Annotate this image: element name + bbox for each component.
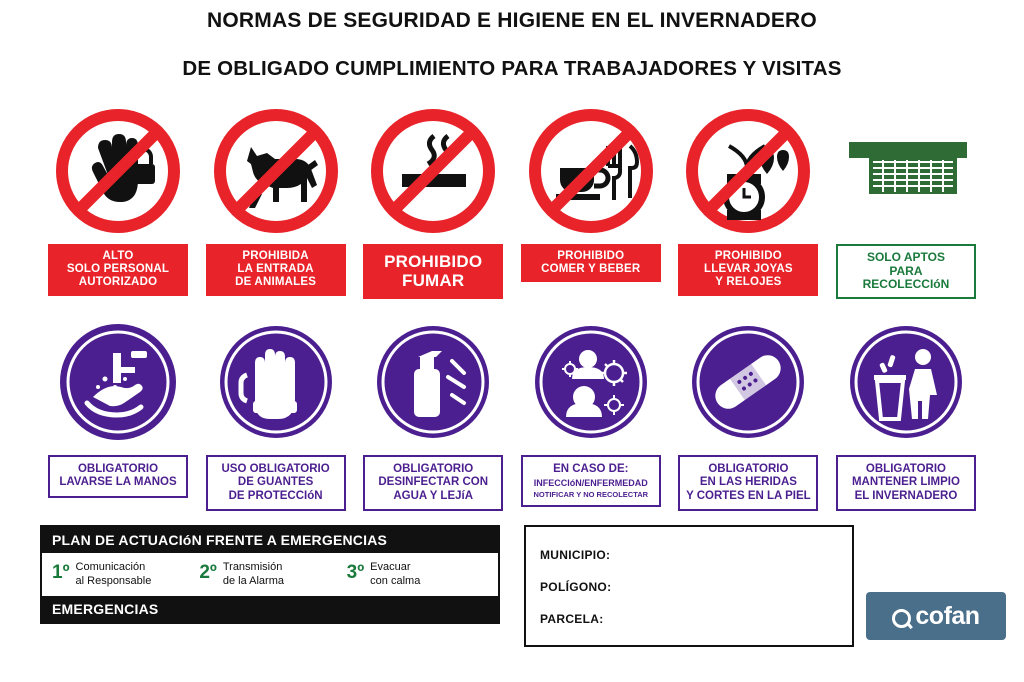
title-block [0, 0, 1024, 82]
step-text: Transmisión de la Alarma [222, 560, 284, 587]
field-parcela[interactable]: PARCELA: [540, 611, 604, 626]
sign-label: OBLIGATORIO EN LAS HERIDAS Y CORTES EN LA PIEL [678, 455, 818, 511]
mandatory-sign-row [0, 317, 1024, 511]
sign-label: OBLIGATORIO DESINFECTAR CON AGUA Y LEJíA [363, 455, 503, 511]
field-municipio[interactable]: MUNICIPIO: [540, 547, 611, 562]
sign-prohibido-fumar [363, 106, 503, 299]
step-text: Comunicación al Responsable [75, 560, 152, 587]
sign-label: PROHIBIDA LA ENTRADA DE ANIMALES [206, 244, 346, 296]
no-animals-dog-icon [211, 106, 341, 236]
sign-label: OBLIGATORIO MANTENER LIMPIO EL INVERNADERO [836, 455, 976, 511]
sign-obligatorio-mantener-limpio [836, 317, 976, 511]
plaster-bandage-icon [683, 317, 813, 447]
sign-label: PROHIBIDO FUMAR [363, 244, 503, 299]
sign-en-caso-de-infeccion [521, 317, 661, 511]
sign-prohibido-comer-y-beber [521, 106, 661, 299]
no-jewellery-watch-icon [683, 106, 813, 236]
emergency-plan-header: PLAN DE ACTUACIóN FRENTE A EMERGENCIAS [42, 527, 498, 553]
field-poligono[interactable]: POLÍGONO: [540, 579, 612, 594]
harvest-crate-icon [841, 106, 971, 236]
page-title-line-1: NORMAS DE SEGURIDAD E HIGIENE EN EL INVERNADERO [207, 9, 817, 32]
sign-solo-aptos-para-recoleccion [836, 106, 976, 299]
cofan-logo [866, 592, 1006, 640]
sign-alto-solo-personal-autorizado [48, 106, 188, 299]
prohibition-sign-row [0, 106, 1024, 299]
step-number: 3º [346, 561, 365, 583]
sign-obligatorio-desinfectar [363, 317, 503, 511]
no-food-drink-icon [526, 106, 656, 236]
logo-text: cofan [915, 601, 980, 630]
location-fields-box [524, 525, 854, 647]
sign-uso-obligatorio-guantes [206, 317, 346, 511]
emergency-plan-box [40, 525, 500, 625]
page-title-line-2: DE OBLIGADO CUMPLIMIENTO PARA TRABAJADORES Y VISITAS [182, 57, 842, 81]
wash-hands-icon [53, 317, 183, 447]
sign-label: EN CASO DE: INFECCIóN/ENFERMEDAD NOTIFICAR Y NO RECOLECTAR [521, 455, 661, 507]
plan-step [52, 561, 193, 589]
no-entry-hand-icon [53, 106, 183, 236]
disinfect-spray-icon [368, 317, 498, 447]
step-number: 2º [199, 561, 217, 583]
plan-step [347, 561, 488, 589]
sign-label: OBLIGATORIO LAVARSE LA MANOS [48, 455, 188, 497]
gloves-icon [211, 317, 341, 447]
sign-obligatorio-lavarse-las-manos [48, 317, 188, 511]
keep-clean-bin-icon [841, 317, 971, 447]
illness-infection-icon [526, 317, 656, 447]
magnifier-icon [892, 609, 911, 628]
emergency-plan-footer: EMERGENCIAS [42, 596, 498, 622]
plan-step [199, 561, 340, 589]
sign-obligatorio-heridas-cortes [678, 317, 818, 511]
sign-prohibido-llevar-joyas-relojes [678, 106, 818, 299]
emergency-plan-steps [42, 553, 498, 597]
sign-prohibida-entrada-animales [206, 106, 346, 299]
sign-label: USO OBLIGATORIO DE GUANTES DE PROTECCIóN [206, 455, 346, 511]
step-text: Evacuar con calma [370, 560, 421, 587]
sign-label: PROHIBIDO COMER Y BEBER [521, 244, 661, 282]
no-smoking-icon [368, 106, 498, 236]
sign-label: PROHIBIDO LLEVAR JOYAS Y RELOJES [678, 244, 818, 296]
sign-label: SOLO APTOS PARA RECOLECCIóN [836, 244, 976, 299]
sign-label: ALTO SOLO PERSONAL AUTORIZADO [48, 244, 188, 296]
step-number: 1º [52, 561, 70, 583]
